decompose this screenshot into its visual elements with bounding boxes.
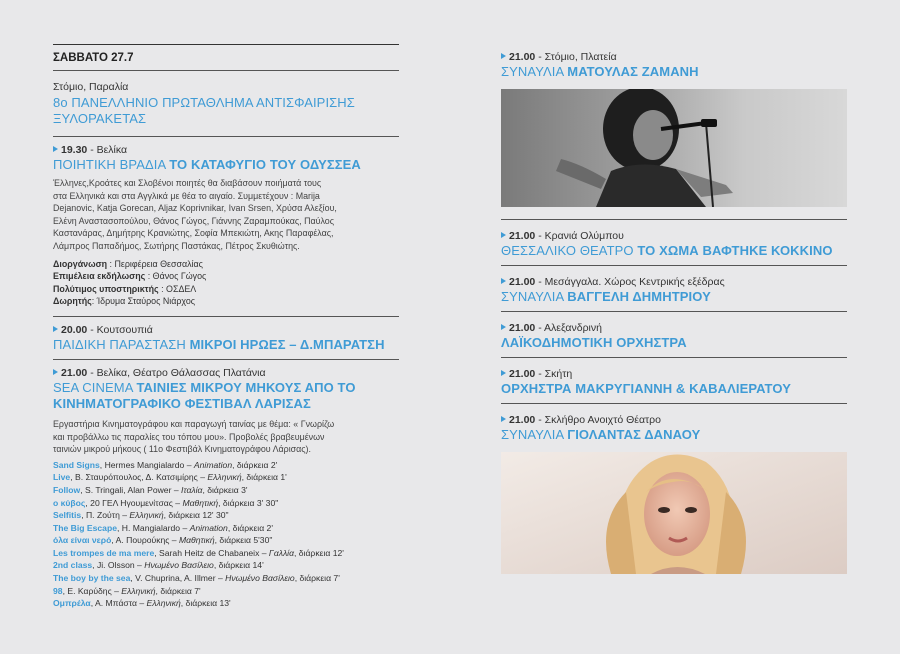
- film-genre: Μαθητική: [182, 497, 219, 508]
- credit-value: : Περιφέρεια Θεσσαλίας: [107, 258, 203, 269]
- film-duration: , διάρκεια 12': [294, 547, 344, 558]
- event-place: Σκήτη: [544, 368, 573, 380]
- film-duration: , διάρκεια 3' 30": [218, 497, 279, 508]
- left-column: [53, 44, 399, 616]
- film-item: [53, 547, 399, 560]
- event-meta: 21.00 - Σκήτη: [501, 367, 847, 381]
- description-line: Λάμπρος Παπαδήμος, Σωτήρης Παστάκας, Πέτρος Σκυθιώτης.: [53, 240, 300, 251]
- film-title: The boy by the sea: [53, 573, 131, 584]
- event-title: [501, 289, 847, 305]
- triangle-icon: [53, 146, 58, 152]
- description-line: στα Ελληνικά και στα Αγγλικά με θέα το αιγαίο. Συμμετέχουν : Marija: [53, 190, 320, 201]
- title-prefix: ΣΥΝΑΥΛΙΑ: [501, 64, 564, 79]
- film-title: όλα είναι νερό: [53, 535, 112, 546]
- film-title: 2nd class: [53, 560, 93, 571]
- film-duration: , διάρκεια 13': [180, 598, 231, 609]
- film-duration: , διάρκεια 12' 30": [163, 510, 229, 521]
- film-credit: , Α. Μπάστα –: [90, 598, 147, 609]
- film-genre: Ελληνική: [129, 510, 164, 521]
- credit-line: [53, 283, 399, 296]
- film-title: Sand Signs: [53, 459, 100, 470]
- event-makrygianni: [501, 358, 847, 403]
- title-prefix: SEA CINEMA: [53, 379, 133, 395]
- film-credit: , S. Tringali, Alan Power –: [80, 484, 182, 495]
- film-credit: , Β. Σταυρόπουλος, Δ. Κατσιμίρης –: [70, 472, 208, 483]
- event-place: Αλεξανδρινή: [544, 322, 602, 334]
- triangle-icon: [501, 370, 506, 376]
- credit-label: Δωρητής: [53, 296, 92, 307]
- title-prefix: ΣΥΝΑΥΛΙΑ: [501, 427, 564, 442]
- credit-label: Διοργάνωση: [53, 258, 108, 269]
- description-line: Ελένη Αναστασοπούλου, Θάνος Γώγος, Γιάννης Ζαραμπούκας, Παύλος: [53, 215, 334, 226]
- film-duration: , διάρκεια 1': [241, 472, 287, 483]
- credit-value: : Θάνος Γώγος: [145, 271, 207, 282]
- event-title: [501, 381, 847, 397]
- description-line: Εργαστήρια Κινηματογράφου και παραγωγή ταινίας με θέμα: « Γνωρίζω: [53, 418, 335, 429]
- event-meta: 20.00 - Κουτσουπιά: [53, 323, 399, 337]
- film-duration: , διάρκεια 3': [202, 484, 248, 495]
- event-place: Βελίκα: [96, 144, 128, 156]
- film-duration: , διάρκεια 5'30": [214, 535, 273, 546]
- event-place: Στόμιο, Πλατεία: [544, 51, 617, 63]
- film-title: Les trompes de ma mere: [53, 547, 155, 558]
- film-title: 98: [53, 585, 63, 596]
- event-meta: 19.30 - Βελίκα: [53, 143, 399, 157]
- film-item: [53, 597, 399, 610]
- triangle-icon: [501, 53, 506, 59]
- film-item: [53, 509, 399, 522]
- event-meta: 21.00 - Μεσάγγαλα. Χώρος Κεντρικής εξέδρας: [501, 275, 847, 289]
- film-credit: , 20 ΓΕΛ Ηγουμενίτσας –: [85, 497, 183, 508]
- film-credit: , H. Mangialardo –: [117, 522, 190, 533]
- film-credit: , Π. Ζούτη –: [81, 510, 130, 521]
- event-time: 19.30: [61, 144, 88, 156]
- film-list: [53, 459, 399, 610]
- day-heading: ΣΑΒΒΑΤΟ 27.7: [53, 52, 134, 64]
- credit-value: : Ίδρυμα Σταύρος Νιάρχος: [91, 296, 196, 307]
- title-prefix: ΘΕΣΣΑΛΙΚΟ ΘΕΑΤΡΟ: [501, 243, 634, 258]
- description-line: ταινιών μικρού μήκους ( 11ο Φεστιβάλ Κινηματογράφου Λάρισας).: [53, 444, 311, 455]
- event-orchestra: [501, 312, 847, 357]
- film-duration: , διάρκεια 2': [232, 459, 278, 470]
- film-duration: , διάρκεια 14': [213, 560, 264, 571]
- event-place: Στόμιο, Παραλία: [53, 81, 129, 93]
- credit-line: [53, 295, 399, 308]
- credit-label: Επιμέλεια εκδήλωσης: [53, 271, 146, 282]
- event-cinema: [53, 360, 399, 616]
- film-credit: , Ji. Olsson –: [92, 560, 145, 571]
- film-credit: , V. Chuprina, A. Illmer –: [130, 573, 226, 584]
- event-meta: 21.00 - Κρανιά Ολύμπου: [501, 229, 847, 243]
- film-title: Selfitis: [53, 510, 82, 521]
- film-genre: Animation: [189, 522, 228, 533]
- triangle-icon: [501, 278, 506, 284]
- event-tennis: [53, 71, 399, 133]
- film-credit: , Sarah Heitz de Chabaneix –: [154, 547, 269, 558]
- event-time: 20.00: [61, 323, 88, 336]
- right-column: [501, 44, 847, 586]
- title-main: ΚΙΝΗΜΑΤΟΓΡΑΦΙΚΟ ΦΕΣΤΙΒΑΛ ΛΑΡΙΣΑΣ: [53, 395, 311, 411]
- event-description: [53, 418, 399, 456]
- event-place: Μεσάγγαλα. Χώρος Κεντρικής εξέδρας: [544, 276, 725, 288]
- film-duration: , διάρκεια 2': [227, 522, 273, 533]
- event-poetry: [53, 137, 399, 314]
- film-item: [53, 585, 399, 598]
- event-title: [53, 337, 399, 353]
- title-prefix: ΣΥΝΑΥΛΙΑ: [501, 289, 564, 304]
- title-main: ΟΡΧΗΣΤΡΑ ΜΑΚΡΥΓΙΑΝΝΗ & ΚΑΒΑΛΙΕΡΑΤΟΥ: [501, 381, 791, 396]
- singer-photo-image: [501, 89, 847, 207]
- triangle-icon: [53, 369, 58, 375]
- event-zamani: [501, 44, 847, 219]
- event-title: [501, 335, 847, 351]
- event-time: 21.00: [509, 276, 536, 288]
- event-dimitriou: [501, 266, 847, 311]
- credit-value: : ΟΣΔΕΛ: [158, 283, 197, 294]
- event-place: Κουτσουπιά: [96, 323, 153, 336]
- event-time: 21.00: [61, 366, 88, 379]
- event-time: 21.00: [509, 51, 536, 63]
- title-main: ΒΑΓΓΕΛΗ ΔΗΜΗΤΡΙΟΥ: [567, 289, 711, 304]
- title-main: ΤΟ ΚΑΤΑΦΥΓΙΟ ΤΟΥ ΟΔΥΣΣΕΑ: [169, 157, 361, 172]
- film-item: [53, 572, 399, 585]
- credit-line: [53, 258, 399, 271]
- film-genre: Ελληνική: [146, 598, 181, 609]
- film-title: Live: [53, 472, 71, 483]
- event-place: Βελίκα, Θέατρο Θάλασσας Πλατάνια: [96, 366, 266, 379]
- film-item: [53, 534, 399, 547]
- event-meta: 21.00 - Στόμιο, Πλατεία: [501, 50, 847, 64]
- event-time: 21.00: [509, 322, 536, 334]
- description-line: και προβάλλω τις παραλίες του τόπου μου». Προβολές βραβευμένων: [53, 431, 325, 442]
- description-line: Καστανάρας, Δημήτρης Κρανιώτης, Σοφία Μπεκιώτη, Ακης Παραφέλας,: [53, 228, 334, 239]
- film-genre: Ηνωμένο Βασίλειο: [144, 560, 214, 571]
- event-time: 21.00: [509, 230, 536, 242]
- film-credit: , Α. Πουρούκης –: [111, 535, 179, 546]
- triangle-icon: [501, 324, 506, 330]
- film-genre: Ελληνική: [121, 585, 156, 596]
- film-title: ο κύβος: [53, 497, 86, 508]
- event-place: Σκλήθρο Ανοιχτό Θέατρο: [544, 414, 661, 426]
- film-duration: , διάρκεια 7': [294, 573, 340, 584]
- film-item: [53, 471, 399, 484]
- film-title: The Big Escape: [53, 522, 117, 533]
- event-meta: 21.00 - Βελίκα, Θέατρο Θάλασσας Πλατάνια: [53, 366, 399, 380]
- event-credits: [53, 258, 399, 308]
- film-credit: , Hermes Mangialardo –: [99, 459, 194, 470]
- film-item: [53, 522, 399, 535]
- film-genre: Γαλλία: [268, 547, 294, 558]
- event-title: [501, 243, 847, 259]
- event-children: [53, 317, 399, 359]
- triangle-icon: [501, 416, 506, 422]
- singer-photo-image: [501, 452, 847, 574]
- event-place: Κρανιά Ολύμπου: [544, 230, 624, 242]
- film-duration: , διάρκεια 7': [155, 585, 201, 596]
- title-prefix: ΠΑΙΔΙΚΗ ΠΑΡΑΣΤΑΣΗ: [53, 336, 186, 352]
- event-theatre: [501, 220, 847, 265]
- title-main: ΓΙΟΛΑΝΤΑΣ ΔΑΝΑΟΥ: [567, 427, 701, 442]
- event-title: [501, 427, 847, 443]
- event-title: [53, 157, 399, 173]
- film-genre: Ηνωμένο Βασίλειο: [225, 573, 295, 584]
- credit-label: Πολύτιμος υποστηρικτής: [53, 283, 159, 294]
- title-prefix: ΠΟΙΗΤΙΚΗ ΒΡΑΔΙΑ: [53, 157, 166, 172]
- title-main: ΛΑΪΚΟΔΗΜΟΤΙΚΗ ΟΡΧΗΣΤΡΑ: [501, 335, 687, 350]
- event-title: [501, 64, 847, 80]
- singer-photo: [501, 89, 847, 207]
- triangle-icon: [53, 326, 58, 332]
- event-meta: 21.00 - Σκλήθρο Ανοιχτό Θέατρο: [501, 413, 847, 427]
- film-genre: Μαθητική: [178, 535, 215, 546]
- film-title: Ομπρέλα: [53, 598, 91, 609]
- title-main: ΤΑΙΝΙΕΣ ΜΙΚΡΟΥ ΜΗΚΟΥΣ ΑΠΟ ΤΟ: [136, 379, 356, 395]
- film-title: Follow: [53, 484, 81, 495]
- event-title: [53, 380, 399, 412]
- description-line: Dejanovic, Katja Gorecan, Aljaz Koprivnikar, Ivan Srsen, Χρύσα Αλεξίου,: [53, 203, 337, 214]
- film-item: [53, 484, 399, 497]
- event-time: 21.00: [509, 414, 536, 426]
- event-danaou: [501, 404, 847, 586]
- event-meta: 21.00 - Αλεξανδρινή: [501, 321, 847, 335]
- film-item: [53, 459, 399, 472]
- event-time: 21.00: [509, 368, 536, 380]
- title-main: ΤΟ ΧΩΜΑ ΒΑΦΤΗΚΕ ΚΟΚΚΙΝΟ: [637, 243, 833, 258]
- event-title: 8ο ΠΑΝΕΛΛΗΝΙΟ ΠΡΩΤΑΘΛΗΜΑ ΑΝΤΙΣΦΑΙΡΙΣΗΣ ΞΥΛΟΡΑΚΕΤΑΣ: [53, 95, 355, 126]
- event-description: [53, 177, 399, 253]
- credit-line: [53, 270, 399, 283]
- film-credit: , Ε. Καρύδης –: [62, 585, 122, 596]
- title-main: ΜΑΤΟΥΛΑΣ ΖΑΜΑΝΗ: [567, 64, 699, 79]
- title-main: ΜΙΚΡΟΙ ΗΡΩΕΣ – Δ.ΜΠΑΡΑΤΣΗ: [189, 336, 385, 352]
- film-genre: Ελληνική: [207, 472, 242, 483]
- film-item: [53, 497, 399, 510]
- singer-photo: [501, 452, 847, 574]
- description-line: Έλληνες,Κροάτες και Σλοβένοι ποιητές θα διαβάσουν ποιήματά τους: [53, 178, 322, 188]
- triangle-icon: [501, 232, 506, 238]
- film-item: [53, 559, 399, 572]
- film-genre: Ιταλία: [181, 484, 203, 495]
- film-genre: Animation: [193, 459, 233, 470]
